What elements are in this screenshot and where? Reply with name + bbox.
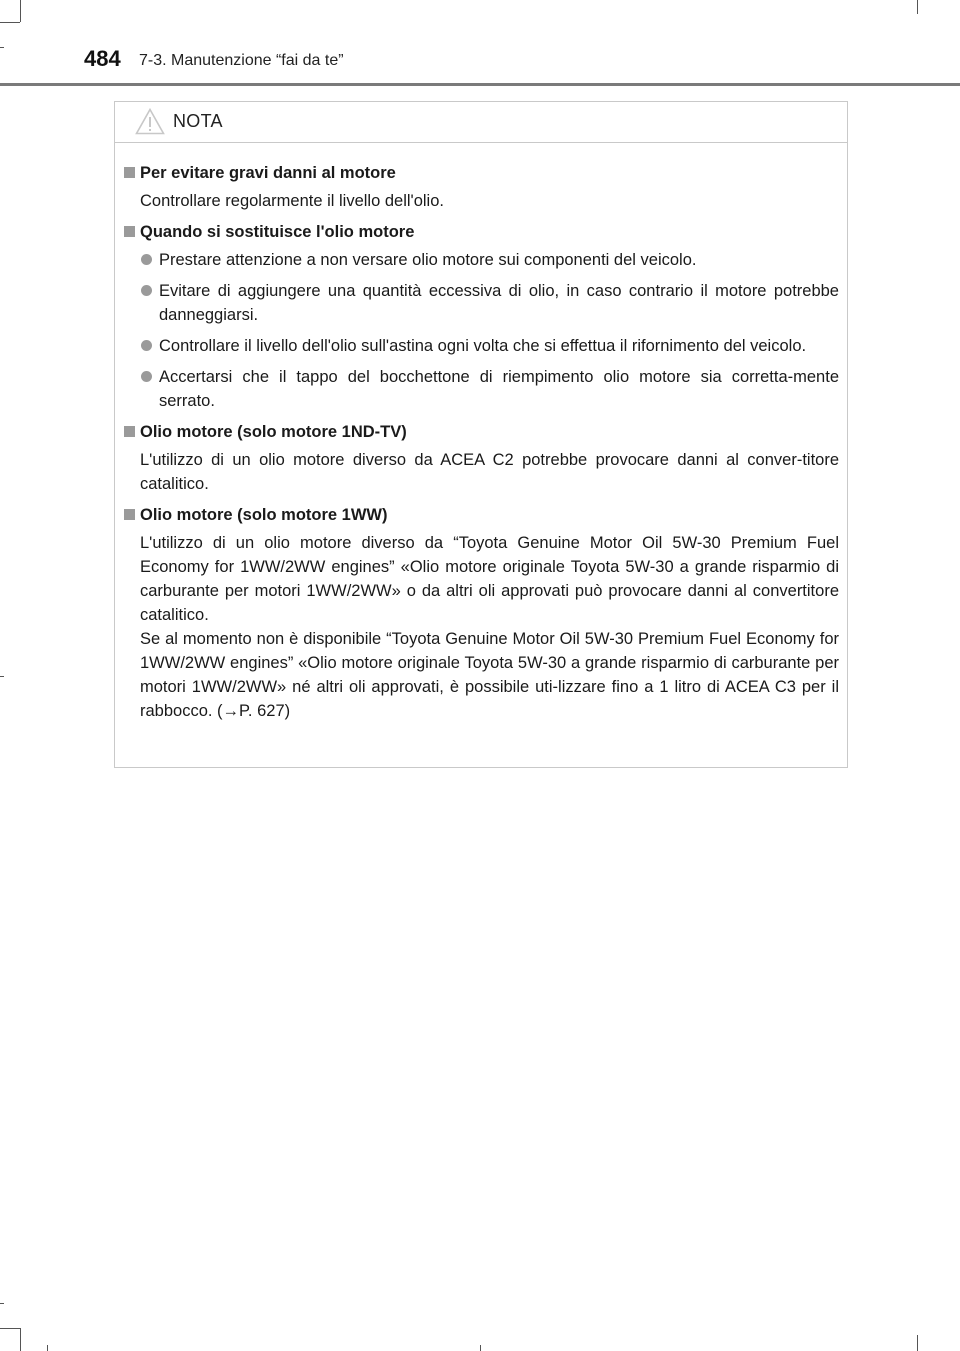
crop-mark xyxy=(20,1328,21,1351)
square-bullet-icon xyxy=(124,426,135,437)
crop-mark xyxy=(0,1303,4,1304)
crop-mark xyxy=(0,1328,20,1329)
crop-mark xyxy=(0,47,4,48)
circle-bullet-icon xyxy=(141,254,152,265)
section-heading: Olio motore (solo motore 1ND-TV) xyxy=(123,420,839,444)
page-number: 484 xyxy=(84,46,121,71)
notice-header xyxy=(115,102,847,143)
section-heading: Per evitare gravi danni al motore xyxy=(123,161,839,185)
header-rule xyxy=(0,83,960,86)
warning-triangle-icon xyxy=(135,108,165,140)
paragraph: L'utilizzo di un olio motore diverso da “Toyota Genuine Motor Oil 5W-30 Premium Fuel Economy for 1WW/2WW engines” «Olio motore originale Toyota 5W-30 a grande risparmio di carburante per motori 1WW/2WW» o da altri oli approvati può provocare danni al convertitore catalitico. xyxy=(140,534,839,624)
circle-bullet-icon xyxy=(141,340,152,351)
notice-label: NOTA xyxy=(173,111,223,131)
crop-mark xyxy=(0,676,4,677)
section-heading: Quando si sostituisce l'olio motore xyxy=(123,220,839,244)
crop-mark xyxy=(20,0,21,22)
list-item: Evitare di aggiungere una quantità eccessiva di olio, in caso contrario il motore potrebbe danneggiarsi. xyxy=(123,279,839,327)
circle-bullet-icon xyxy=(141,371,152,382)
square-bullet-icon xyxy=(124,226,135,237)
list-item: Controllare il livello dell'olio sull'astina ogni volta che si effettua il rifornimento del veicolo. xyxy=(123,334,839,358)
paragraph: Se al momento non è disponibile “Toyota Genuine Motor Oil 5W-30 Premium Fuel Economy for 1WW/2WW engines” «Olio motore originale Toyota 5W-30 a grande risparmio di carburante per motori 1WW/2WW» né altri oli approvati, è possibile uti-lizzare fino a 1 litro di ACEA C3 per il rabbocco. (→P. 627) xyxy=(140,630,839,720)
list-item: Accertarsi che il tappo del bocchettone di riempimento olio motore sia corretta-mente serrato. xyxy=(123,365,839,413)
section-heading: Olio motore (solo motore 1WW) xyxy=(123,503,839,527)
square-bullet-icon xyxy=(124,167,135,178)
crop-mark xyxy=(917,1335,918,1351)
notice-body xyxy=(115,143,847,723)
list-item: Prestare attenzione a non versare olio motore sui componenti del veicolo. xyxy=(123,248,839,272)
section-title: 7-3. Manutenzione “fai da te” xyxy=(139,52,344,69)
crop-mark xyxy=(917,0,918,14)
circle-bullet-icon xyxy=(141,285,152,296)
paragraph: L'utilizzo di un olio motore diverso da ACEA C2 potrebbe provocare danni al conver-titore catalitico. xyxy=(140,451,839,493)
crop-mark xyxy=(0,22,20,23)
crop-mark xyxy=(480,1345,481,1351)
notice-box xyxy=(114,101,848,768)
crop-mark xyxy=(47,1345,48,1351)
square-bullet-icon xyxy=(124,509,135,520)
paragraph: Controllare regolarmente il livello dell'olio. xyxy=(140,192,444,210)
